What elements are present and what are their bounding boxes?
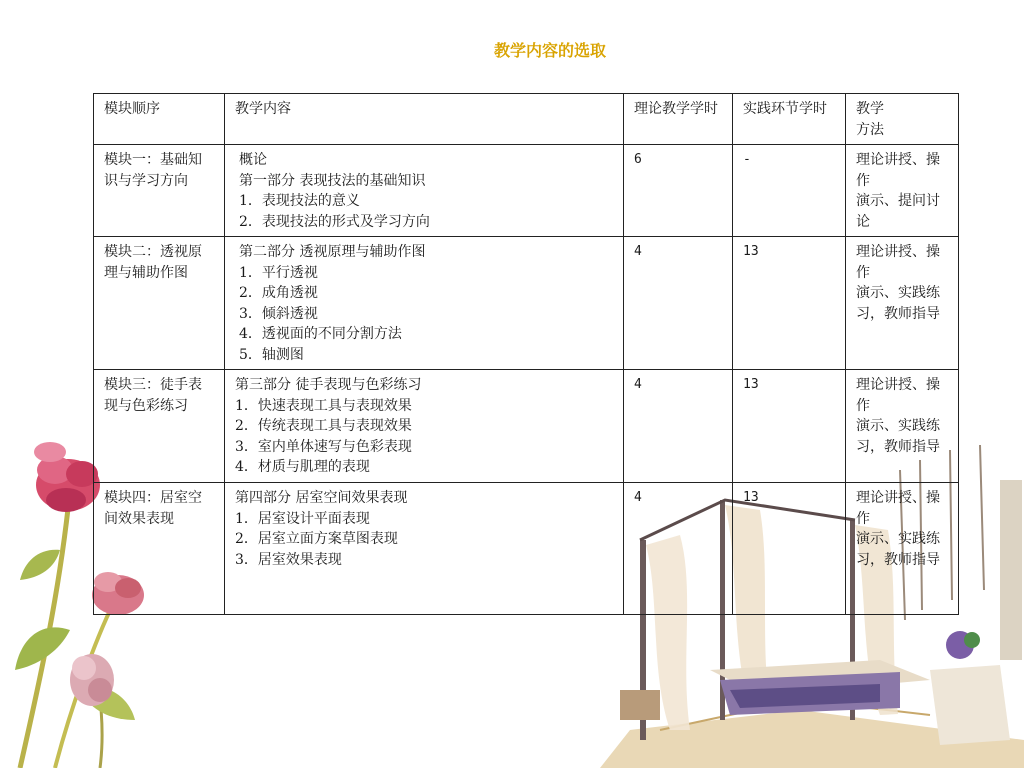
method-line: 理论讲授、操作 — [856, 490, 940, 527]
header-method-line: 教学 — [856, 101, 884, 117]
table-header-row — [94, 94, 959, 145]
cell-method — [846, 370, 959, 483]
cell-content — [225, 370, 624, 483]
method-line: 演示、提问讨论 — [856, 193, 940, 230]
content-line: 1．快速表现工具与表现效果 — [235, 397, 412, 414]
cell-content — [225, 483, 624, 615]
cell-theory-hours: 4 — [624, 483, 733, 615]
cell-module: 模块四：居室空间效果表现 — [94, 483, 225, 615]
method-line: 演示、实践练习，教师指导 — [856, 285, 940, 322]
method-line: 演示、实践练习，教师指导 — [856, 418, 940, 455]
method-line: 演示、实践练习，教师指导 — [856, 531, 940, 568]
cell-method — [846, 237, 959, 370]
content-line: 4．材质与肌理的表现 — [235, 459, 370, 475]
content-line: 3．居室效果表现 — [235, 551, 342, 568]
table-row — [94, 370, 959, 483]
slide-title: 教学内容的选取 — [493, 41, 606, 60]
header-module: 模块顺序 — [94, 94, 225, 145]
content-line: 4．透视面的不同分割方法 — [239, 326, 402, 342]
method-line: 理论讲授、操作 — [856, 152, 940, 189]
content-line: 2．居室立面方案草图表现 — [235, 531, 398, 547]
cell-practice-hours: - — [733, 145, 846, 237]
cell-theory-hours: 6 — [624, 145, 733, 237]
cell-method — [846, 483, 959, 615]
curriculum-table — [93, 93, 959, 615]
content-line: 第三部分 徒手表现与色彩练习 — [235, 377, 422, 393]
header-content: 教学内容 — [225, 94, 624, 145]
cell-practice-hours: 13 — [733, 370, 846, 483]
cell-module: 模块二：透视原理与辅助作图 — [94, 237, 225, 370]
cell-content — [225, 237, 624, 370]
content-line: 3．倾斜透视 — [239, 305, 318, 322]
table-row — [94, 237, 959, 370]
cell-module: 模块一：基础知识与学习方向 — [94, 145, 225, 237]
cell-method — [846, 145, 959, 237]
content-line: 第四部分 居室空间效果表现 — [235, 490, 408, 506]
content-line: 1．平行透视 — [239, 264, 318, 281]
method-line: 理论讲授、操作 — [856, 244, 940, 281]
content-line: 3．室内单体速写与色彩表现 — [235, 438, 412, 455]
content-line: 2．成角透视 — [239, 285, 318, 301]
table-row — [94, 145, 959, 237]
cell-content — [225, 145, 624, 237]
content-line: 5．轴测图 — [239, 346, 304, 363]
content-line: 1．居室设计平面表现 — [235, 510, 370, 527]
cell-practice-hours: 13 — [733, 237, 846, 370]
cell-theory-hours: 4 — [624, 370, 733, 483]
content-line: 1．表现技法的意义 — [239, 193, 360, 209]
method-line: 理论讲授、操作 — [856, 377, 940, 414]
cell-module: 模块三：徒手表现与色彩练习 — [94, 370, 225, 483]
cell-practice-hours: 13 — [733, 483, 846, 615]
content-line: 2．表现技法的形式及学习方向 — [239, 213, 430, 230]
content-line: 第二部分 透视原理与辅助作图 — [239, 244, 426, 260]
content-line: 概论 — [239, 152, 267, 168]
table-row — [94, 483, 959, 615]
content-line: 2．传统表现工具与表现效果 — [235, 418, 412, 434]
header-method — [846, 94, 959, 145]
header-method-line: 方法 — [856, 121, 884, 138]
header-practice-hours: 实践环节学时 — [733, 94, 846, 145]
header-theory-hours: 理论教学学时 — [624, 94, 733, 145]
cell-theory-hours: 4 — [624, 237, 733, 370]
content-line: 第一部分 表现技法的基础知识 — [239, 172, 426, 189]
